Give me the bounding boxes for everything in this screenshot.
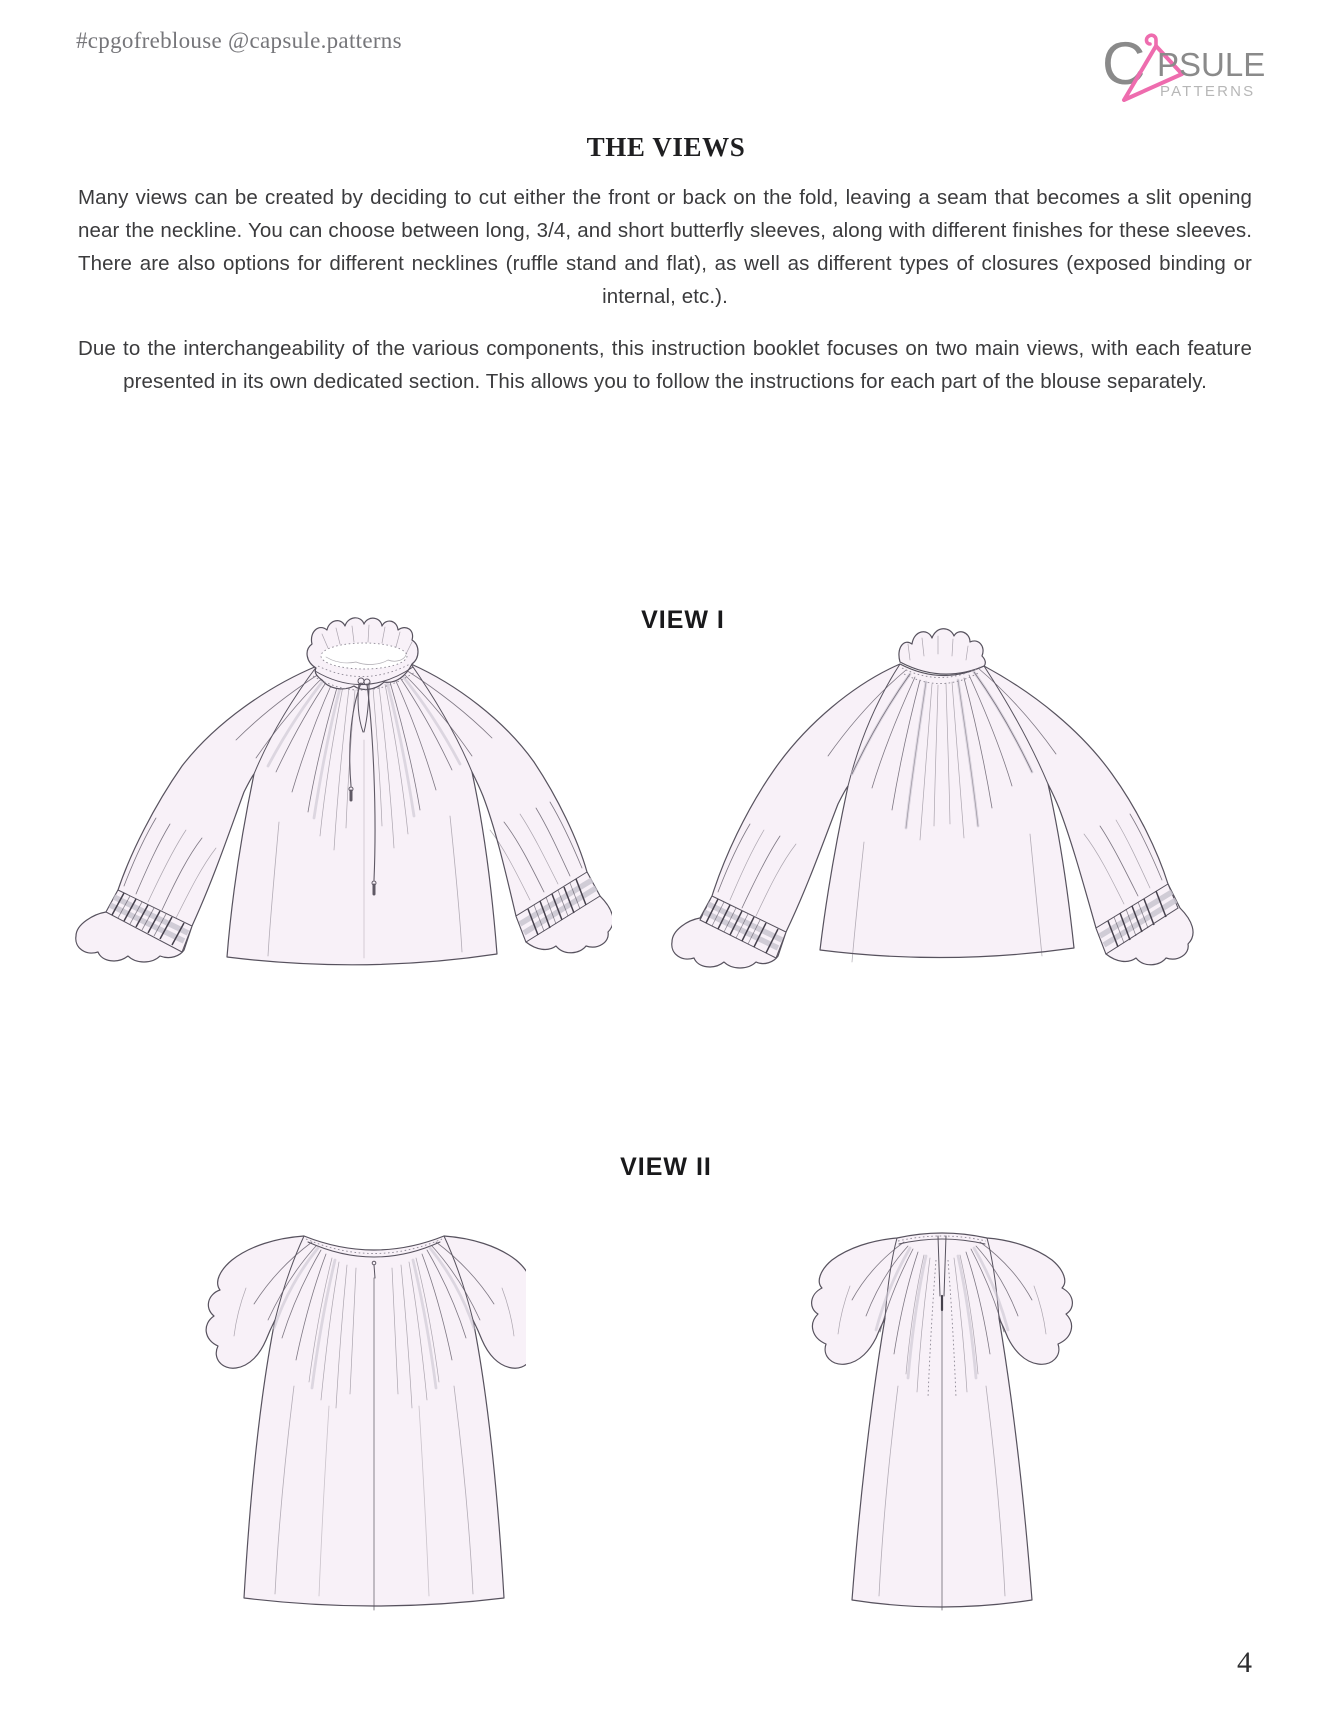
social-hashtag-text: #cpgofreblouse @capsule.patterns (76, 28, 402, 53)
view-2-heading: VIEW II (620, 1153, 712, 1181)
view-1-front-illustration (64, 560, 612, 970)
intro-text (78, 181, 1252, 417)
view-1-heading: VIEW I (641, 606, 725, 634)
intro-paragraph-2: Due to the interchangeability of the various components, this instruction booklet focuses on two main views, with each feature presented in its own dedicated section. This allows you to follow the instructions for each part of the blouse separately. (78, 337, 1252, 393)
page-title: THE VIEWS (586, 132, 746, 162)
view-2-front-illustration (154, 1196, 526, 1618)
logo-psule-text: PSULE (1157, 46, 1266, 83)
intro-paragraph-1: Many views can be created by deciding to cut either the front or back on the fold, leaving a seam that becomes a slit opening near the neckline. You can choose between long, 3/4, and short butterfly sleeves, along with different finishes for these sleeves. There are also options for different necklines (ruffle stand and flat), as well as different types of closures (exposed binding or internal, etc.). (78, 186, 1252, 308)
view-2-back-illustration (780, 1196, 1104, 1618)
logo-letter-c: C (1102, 30, 1146, 97)
page-number: 4 (1237, 1646, 1252, 1679)
logo-patterns-text: PATTERNS (1160, 83, 1256, 100)
capsule-patterns-logo (1100, 24, 1266, 114)
blouse-body (206, 1236, 526, 1606)
view-1-back-illustration (612, 582, 1194, 982)
